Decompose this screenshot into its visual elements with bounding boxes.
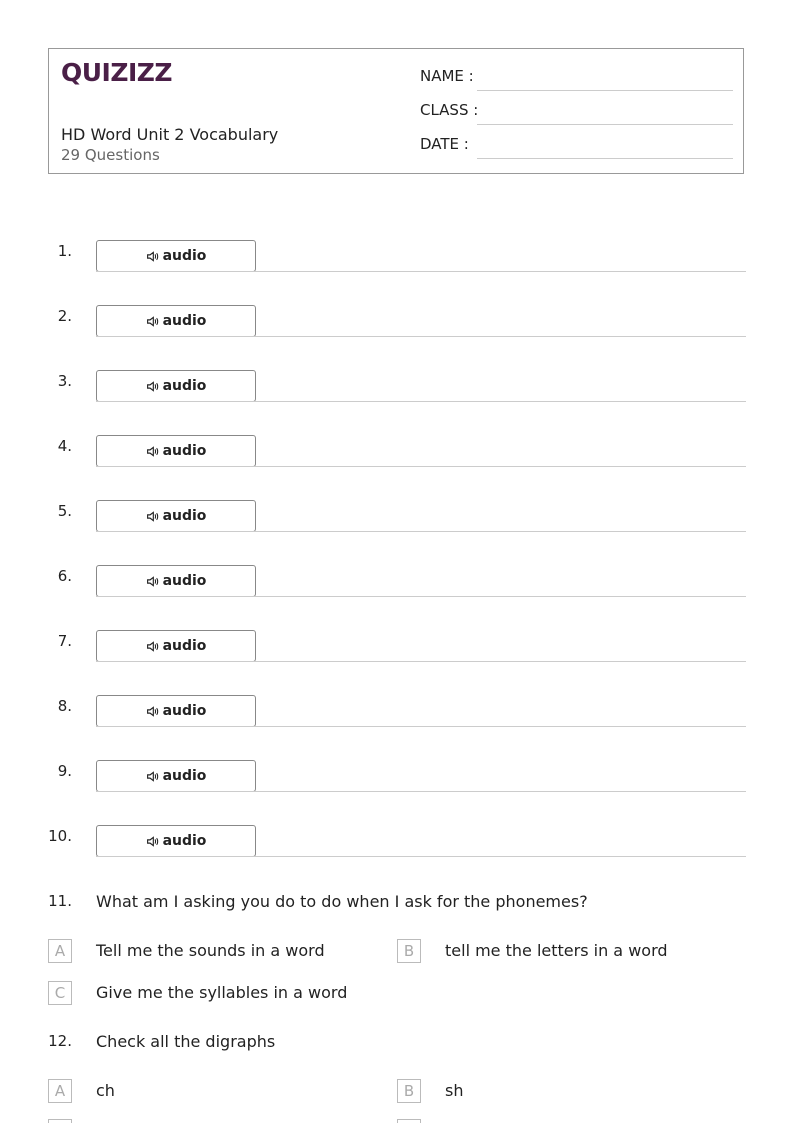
class-label: CLASS : bbox=[420, 101, 479, 119]
option-b-box[interactable]: B bbox=[397, 939, 421, 963]
question-number: 1. bbox=[57, 242, 72, 260]
audio-label: audio bbox=[162, 768, 207, 784]
speaker-icon bbox=[146, 380, 159, 393]
audio-label: audio bbox=[162, 378, 207, 394]
answer-line bbox=[96, 791, 746, 792]
audio-button[interactable] bbox=[96, 500, 256, 532]
audio-button[interactable] bbox=[96, 565, 256, 597]
answer-line bbox=[96, 661, 746, 662]
question-text: What am I asking you do to do when I ask for the phonemes? bbox=[96, 892, 588, 911]
audio-label: audio bbox=[162, 638, 207, 654]
audio-button[interactable] bbox=[96, 630, 256, 662]
option-a-box[interactable]: A bbox=[48, 939, 72, 963]
class-line bbox=[477, 124, 733, 125]
option-a-box[interactable]: A bbox=[48, 1079, 72, 1103]
question-number: 7. bbox=[57, 632, 72, 650]
date-label: DATE : bbox=[420, 135, 469, 153]
audio-button[interactable] bbox=[96, 370, 256, 402]
speaker-icon bbox=[146, 835, 159, 848]
class-field[interactable] bbox=[420, 101, 733, 125]
question-count: 29 Questions bbox=[61, 146, 160, 164]
name-field[interactable] bbox=[420, 67, 733, 91]
speaker-icon bbox=[146, 705, 159, 718]
question-number: 4. bbox=[57, 437, 72, 455]
answer-line bbox=[96, 856, 746, 857]
audio-button[interactable] bbox=[96, 760, 256, 792]
answer-line bbox=[96, 531, 746, 532]
audio-label: audio bbox=[162, 508, 207, 524]
question-number: 11. bbox=[48, 892, 72, 910]
speaker-icon bbox=[146, 770, 159, 783]
audio-button[interactable] bbox=[96, 695, 256, 727]
name-label: NAME : bbox=[420, 67, 474, 85]
option-c-box-partial[interactable] bbox=[48, 1119, 72, 1123]
answer-line bbox=[96, 271, 746, 272]
option-a-text: Tell me the sounds in a word bbox=[96, 941, 325, 960]
option-b-text: sh bbox=[445, 1081, 464, 1100]
audio-label: audio bbox=[162, 313, 207, 329]
audio-label: audio bbox=[162, 703, 207, 719]
date-field[interactable] bbox=[420, 135, 733, 159]
audio-button[interactable] bbox=[96, 435, 256, 467]
speaker-icon bbox=[146, 575, 159, 588]
audio-button[interactable] bbox=[96, 240, 256, 272]
option-c-box[interactable]: C bbox=[48, 981, 72, 1005]
option-a-text: ch bbox=[96, 1081, 115, 1100]
question-text: Check all the digraphs bbox=[96, 1032, 276, 1051]
speaker-icon bbox=[146, 510, 159, 523]
option-b-box[interactable]: B bbox=[397, 1079, 421, 1103]
question-number: 9. bbox=[57, 762, 72, 780]
worksheet-title: HD Word Unit 2 Vocabulary bbox=[61, 125, 279, 144]
option-b-text: tell me the letters in a word bbox=[445, 941, 668, 960]
speaker-icon bbox=[146, 445, 159, 458]
answer-line bbox=[96, 401, 746, 402]
option-d-box-partial[interactable] bbox=[397, 1119, 421, 1123]
question-number: 5. bbox=[57, 502, 72, 520]
answer-line bbox=[96, 336, 746, 337]
audio-button[interactable] bbox=[96, 305, 256, 337]
question-number: 8. bbox=[57, 697, 72, 715]
question-number: 3. bbox=[57, 372, 72, 390]
answer-line bbox=[96, 466, 746, 467]
question-number: 6. bbox=[57, 567, 72, 585]
audio-label: audio bbox=[162, 833, 207, 849]
speaker-icon bbox=[146, 315, 159, 328]
quizizz-logo: QUIZIZZ bbox=[61, 58, 173, 87]
answer-line bbox=[96, 726, 746, 727]
worksheet-header bbox=[48, 48, 744, 174]
option-c-text: Give me the syllables in a word bbox=[96, 983, 348, 1002]
audio-label: audio bbox=[162, 248, 207, 264]
question-number: 10. bbox=[48, 827, 72, 845]
date-line bbox=[477, 158, 733, 159]
audio-button[interactable] bbox=[96, 825, 256, 857]
question-number: 2. bbox=[57, 307, 72, 325]
name-line bbox=[477, 90, 733, 91]
speaker-icon bbox=[146, 640, 159, 653]
speaker-icon bbox=[146, 250, 159, 263]
question-number: 12. bbox=[48, 1032, 72, 1050]
audio-label: audio bbox=[162, 573, 207, 589]
answer-line bbox=[96, 596, 746, 597]
audio-label: audio bbox=[162, 443, 207, 459]
